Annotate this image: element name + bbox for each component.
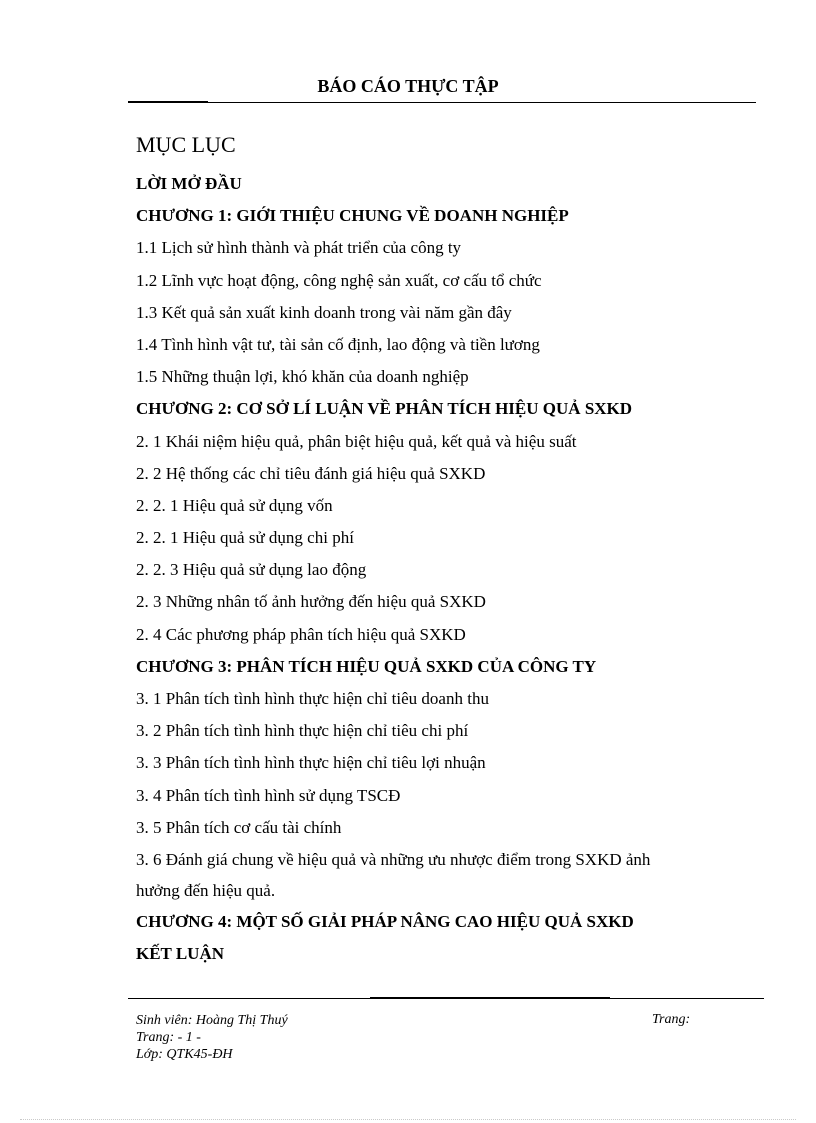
toc-heading: MỤC LỤC [136,132,236,157]
toc-entry: 3. 3 Phân tích tình hình thực hiện chỉ tiêu lợi nhuận [136,753,486,773]
header-rule [128,102,756,103]
toc-entry: 2. 1 Khái niệm hiệu quả, phân biệt hiệu quả, kết quả và hiệu suất [136,431,577,451]
toc-entry: 2. 2. 1 Hiệu quả sử dụng chi phí [136,528,354,548]
toc-chapter: KẾT LUẬN [136,944,225,964]
toc-chapter: CHƯƠNG 1: GIỚI THIỆU CHUNG VỀ DOANH NGHIỆP [136,206,569,226]
toc-entry: 3. 5 Phân tích cơ cấu tài chính [136,817,342,837]
toc-entry: 3. 2 Phân tích tình hình thực hiện chỉ tiêu chi phí [136,721,469,741]
toc-entry: 2. 3 Những nhân tố ảnh hưởng đến hiệu quả SXKD [136,592,486,612]
toc-entry: hưởng đến hiệu quả. [136,881,276,901]
toc-chapter: CHƯƠNG 3: PHÂN TÍCH HIỆU QUẢ SXKD CỦA CÔNG TY [136,656,597,676]
toc-entry: 1.4 Tình hình vật tư, tài sản cố định, lao động và tiền lương [136,334,540,354]
toc-entry: 2. 2. 3 Hiệu quả sử dụng lao động [136,560,367,580]
toc-entry: 2. 4 Các phương pháp phân tích hiệu quả SXKD [136,624,466,644]
footer-class: Lớp: QTK45-ĐH [136,1047,233,1062]
page-footer [136,1012,736,1063]
table-of-contents [136,168,736,971]
toc-entry: 2. 2. 1 Hiệu quả sử dụng vốn [136,495,333,515]
footer-rule [128,998,764,999]
footer-page: Trang: - 1 - [136,1030,201,1045]
toc-entry: 1.1 Lịch sử hình thành và phát triển của công ty [136,238,462,258]
report-title: BÁO CÁO THỰC TẬP [317,76,499,96]
toc-chapter: CHƯƠNG 2: CƠ SỞ LÍ LUẬN VỀ PHÂN TÍCH HIỆU QUẢ SXKD [136,399,633,419]
footer-page-right: Trang: [652,1012,691,1027]
toc-entry: 3. 6 Đánh giá chung về hiệu quả và những ưu nhược điểm trong SXKD ảnh [136,849,651,869]
toc-entry: 1.5 Những thuận lợi, khó khăn của doanh nghiệp [136,367,469,387]
toc-chapter: LỜI MỞ ĐẦU [136,174,242,193]
toc-entry: 1.2 Lĩnh vực hoạt động, công nghệ sản xuất, cơ cấu tổ chức [136,270,542,290]
toc-entry: 3. 4 Phân tích tình hình sử dụng TSCĐ [136,785,401,805]
toc-chapter: CHƯƠNG 4: MỘT SỐ GIẢI PHÁP NÂNG CAO HIỆU QUẢ SXKD [136,912,634,932]
toc-entry: 3. 1 Phân tích tình hình thực hiện chỉ tiêu doanh thu [136,689,489,708]
footer-student: Sinh viên: Hoàng Thị Thuý [136,1013,288,1028]
page-edge-border [20,1119,796,1120]
toc-entry: 1.3 Kết quả sản xuất kinh doanh trong vài năm gần đây [136,302,512,322]
toc-entry: 2. 2 Hệ thống các chỉ tiêu đánh giá hiệu quả SXKD [136,463,486,483]
